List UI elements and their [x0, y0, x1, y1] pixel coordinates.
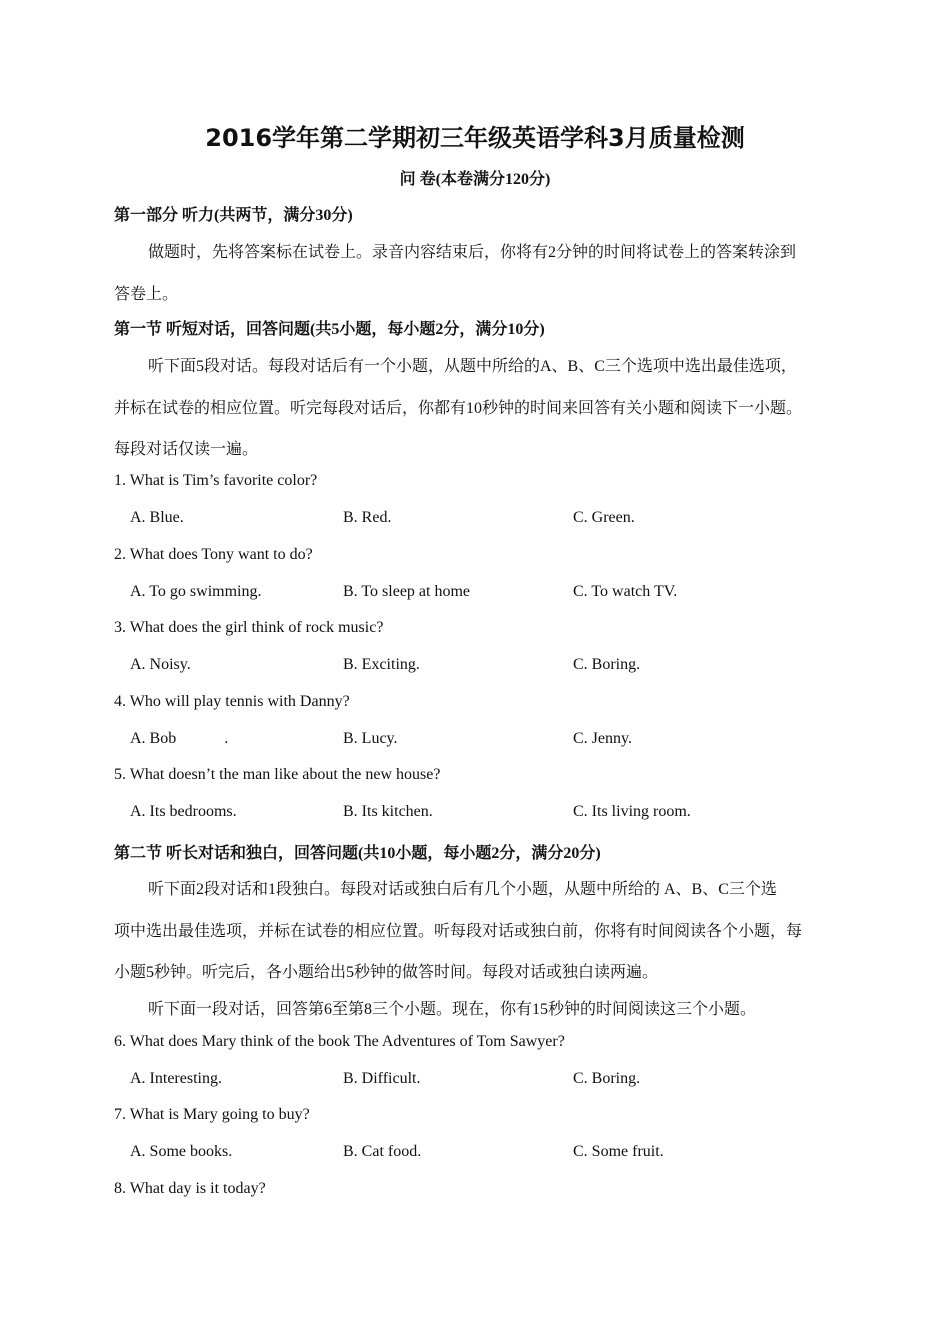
section2-instruction-line: 小题5秒钟。听完后，各小题给出5秒钟的做答时间。每段对话或独白读两遍。 — [114, 964, 659, 981]
page-subtitle: 问 卷(本卷满分120分) — [399, 171, 551, 188]
question-7-option-a: A. Some books. — [130, 1143, 233, 1160]
question-1-option-a: A. Blue. — [130, 509, 184, 526]
question-4-option-c: C. Jenny. — [573, 730, 632, 747]
question-8: 8. What day is it today? — [114, 1180, 266, 1197]
question-3-option-b: B. Exciting. — [343, 656, 420, 673]
question-4-option-a: A. Bob . — [130, 730, 229, 747]
question-1: 1. What is Tim’s favorite color? — [114, 472, 318, 489]
section2-heading: 第二节 听长对话和独白，回答问题(共10小题，每小题2分，满分20分) — [114, 845, 601, 862]
question-3-option-c: C. Boring. — [573, 656, 641, 673]
page-title: 2016学年第二学期初三年级英语学科3月质量检测 — [205, 124, 745, 152]
section2-instruction-line: 听下面2段对话和1段独白。每段对话或独白后有几个小题，从题中所给的 A、B、C三个选 — [148, 881, 777, 898]
question-2-option-a: A. To go swimming. — [130, 583, 262, 600]
part1-instruction-line: 做题时，先将答案标在试卷上。录音内容结束后，你将有2分钟的时间将试卷上的答案转涂到 — [148, 244, 797, 261]
question-5-option-c: C. Its living room. — [573, 803, 691, 820]
question-6-option-a: A. Interesting. — [130, 1070, 222, 1087]
section1-instruction-line: 每段对话仅读一遍。 — [114, 441, 259, 458]
question-3: 3. What does the girl think of rock music? — [114, 619, 384, 636]
question-3-option-a: A. Noisy. — [130, 656, 191, 673]
question-2: 2. What does Tony want to do? — [114, 546, 313, 563]
section1-heading: 第一节 听短对话，回答问题(共5小题，每小题2分，满分10分) — [114, 321, 545, 338]
question-6: 6. What does Mary think of the book The Adventures of Tom Sawyer? — [114, 1033, 565, 1050]
question-6-option-c: C. Boring. — [573, 1070, 641, 1087]
question-4-option-b: B. Lucy. — [343, 730, 398, 747]
question-1-option-b: B. Red. — [343, 509, 392, 526]
section2-instruction-line: 项中选出最佳选项，并标在试卷的相应位置。听每段对话或独白前，你将有时间阅读各个小题，每 — [114, 923, 803, 940]
question-5: 5. What doesn’t the man like about the new house? — [114, 766, 441, 783]
question-5-option-a: A. Its bedrooms. — [130, 803, 237, 820]
question-7-option-c: C. Some fruit. — [573, 1143, 664, 1160]
question-2-option-c: C. To watch TV. — [573, 583, 678, 600]
part1-instruction-line: 答卷上。 — [114, 286, 179, 303]
question-7: 7. What is Mary going to buy? — [114, 1106, 310, 1123]
question-2-option-b: B. To sleep at home — [343, 583, 471, 600]
question-6-option-b: B. Difficult. — [343, 1070, 421, 1087]
part1-heading: 第一部分 听力(共两节，满分30分) — [114, 207, 353, 224]
question-1-option-c: C. Green. — [573, 509, 635, 526]
question-4: 4. Who will play tennis with Danny? — [114, 693, 350, 710]
question-5-option-b: B. Its kitchen. — [343, 803, 433, 820]
section2-instruction-line: 听下面一段对话，回答第6至第8三个小题。现在，你有15秒钟的时间阅读这三个小题。 — [148, 1001, 757, 1018]
section1-instruction-line: 听下面5段对话。每段对话后有一个小题，从题中所给的A、B、C三个选项中选出最佳选项， — [148, 358, 797, 375]
question-7-option-b: B. Cat food. — [343, 1143, 422, 1160]
section1-instruction-line: 并标在试卷的相应位置。听完每段对话后，你都有10秒钟的时间来回答有关小题和阅读下一小题。 — [114, 400, 803, 417]
